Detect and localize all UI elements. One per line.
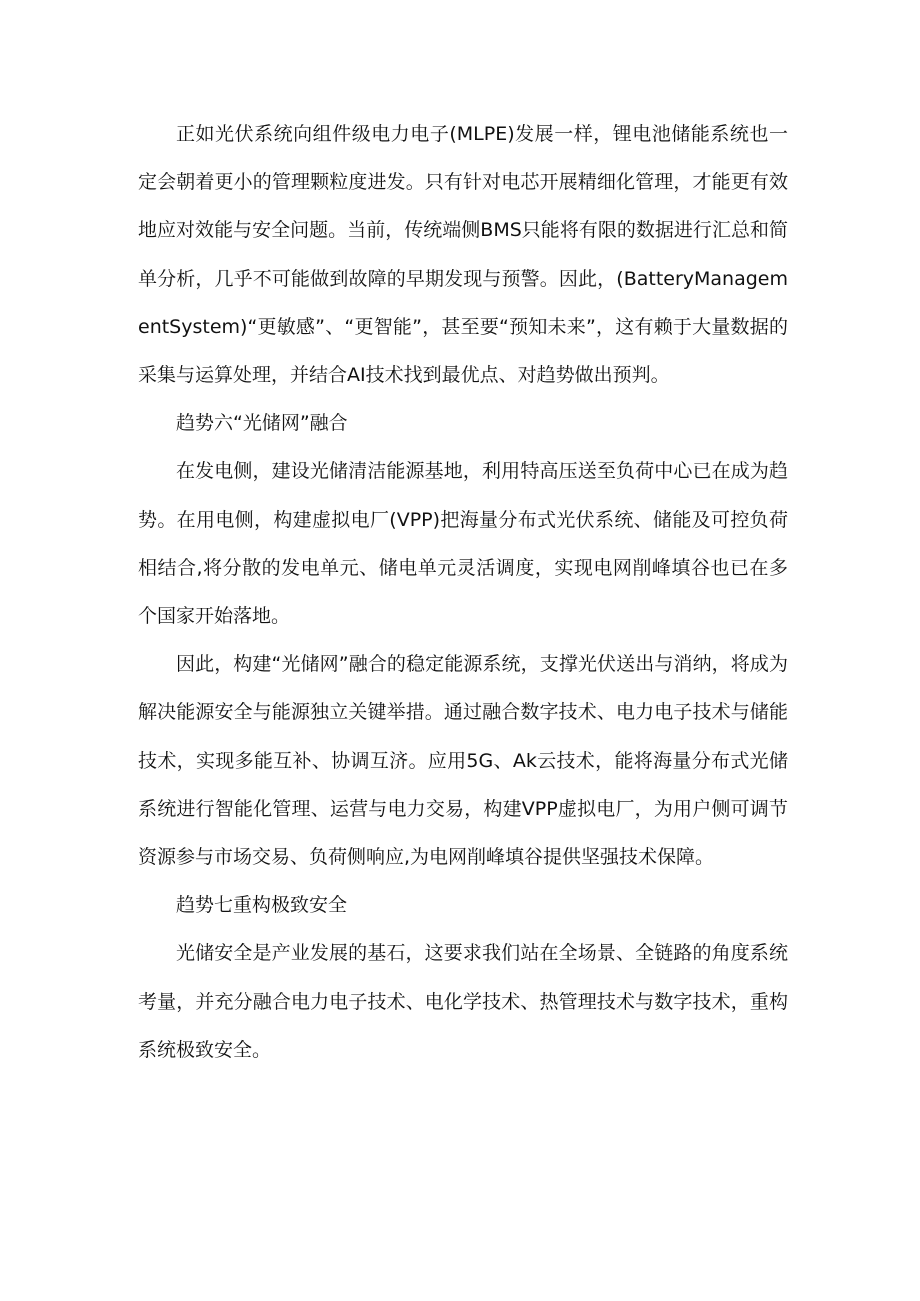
document-body bbox=[138, 110, 788, 1074]
heading-trend-seven: 趋势七重构极致安全 bbox=[176, 894, 348, 917]
heading-trend-six: 趋势六“光储网”融合 bbox=[176, 412, 348, 435]
paragraph-safety: 光储安全是产业发展的基石，这要求我们站在全场景、全链路的角度系统考量，并充分融合电力电子技术、电化学技术、热管理技术与数字技术，重构系统极致安全。 bbox=[138, 942, 788, 1061]
paragraph-mlpe-bms: 正如光伏系统向组件级电力电子(MLPE)发展一样，锂电池储能系统也一定会朝着更小的管理颗粒度进发。只有针对电芯开展精细化管理，才能更有效地应对效能与安全问题。当前，传统端侧BMS只能将有限的数据进行汇总和简单分析，几乎不可能做到故障的早期发现与预警。因此，(BatteryManagementSystem)“更敏感”、“更智能”，甚至要“预知未来”，这有赖于大量数据的采集与运算处理，并结合AI技术找到最优点、对趋势做出预判。 bbox=[138, 123, 788, 387]
paragraph-solar-storage-grid: 因此，构建“光储网”融合的稳定能源系统，支撑光伏送出与消纳，将成为解决能源安全与能源独立关键举措。通过融合数字技术、电力电子技术与储能技术，实现多能互补、协调互济。应用5G、Ak云技术，能将海量分布式光储系统进行智能化管理、运营与电力交易，构建VPP虚拟电厂，为用户侧可调节资源参与市场交易、负荷侧响应,为电网削峰填谷提供坚强技术保障。 bbox=[138, 653, 788, 869]
paragraph-generation-side: 在发电侧，建设光储清洁能源基地，利用特高压送至负荷中心已在成为趋势。在用电侧，构建虚拟电厂(VPP)把海量分布式光伏系统、储能及可控负荷相结合,将分散的发电单元、储电单元灵活调度，实现电网削峰填谷也已在多个国家开始落地。 bbox=[138, 460, 788, 628]
